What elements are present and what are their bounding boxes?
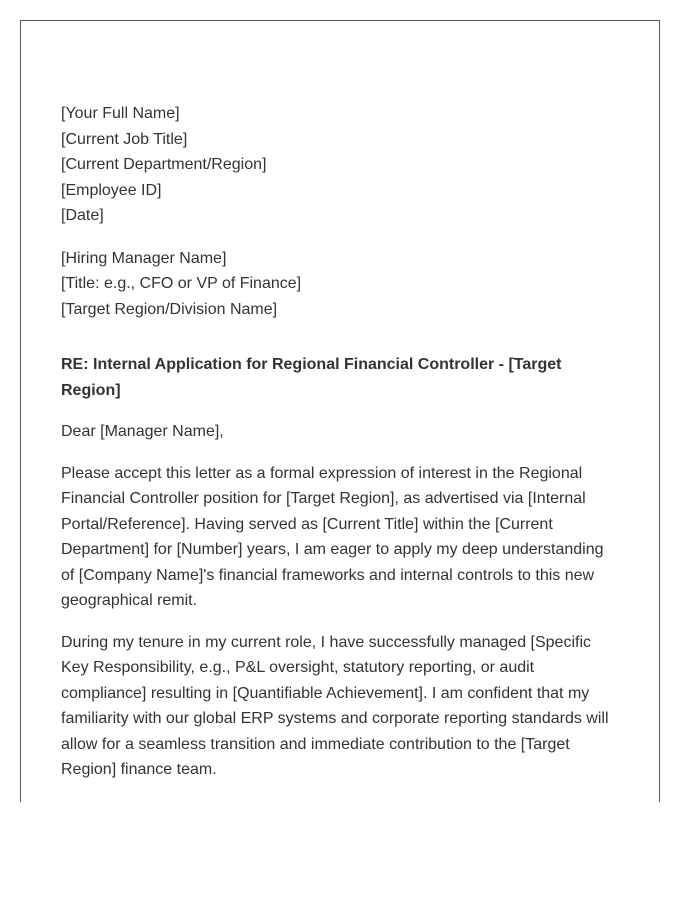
letter-page <box>20 20 660 802</box>
subject-line: RE: Internal Application for Regional Financial Controller - [Target Region] <box>61 356 562 399</box>
body-paragraph-1: Please accept this letter as a formal expression of interest in the Regional Financial Controller position for [Target Region], as advertised via [Internal Portal/Reference]. Having served as [Current Title] within the [Current Department] for [Number] years, I am eager to apply my deep understanding of [Company Name]'s financial frameworks and internal controls to this new geographical remit. <box>61 464 604 609</box>
recipient-title: [Title: e.g., CFO or VP of Finance] <box>61 275 302 292</box>
sender-employee-id: [Employee ID] <box>61 181 162 199</box>
sender-department: [Current Department/Region] <box>61 156 267 173</box>
body-paragraph-2: During my tenure in my current role, I have successfully managed [Specific Key Responsibility, e.g., P&L oversight, statutory reporting, or audit compliance] resulting in [Quantifiable Achievement]. I am confident that my familiarity with our global ERP systems and corporate reporting standards will allow for a seamless transition and immediate contribution to the [Target Region] finance team. <box>61 633 609 778</box>
recipient-division: [Target Region/Division Name] <box>61 300 278 318</box>
recipient-name: [Hiring Manager Name] <box>61 249 227 267</box>
letter-content <box>61 101 621 799</box>
sender-name: [Your Full Name] <box>61 105 180 122</box>
sender-block <box>61 101 621 229</box>
letter-date: [Date] <box>61 207 104 224</box>
sender-job-title: [Current Job Title] <box>61 130 188 148</box>
recipient-block <box>61 246 621 323</box>
salutation: Dear [Manager Name], <box>61 423 224 440</box>
